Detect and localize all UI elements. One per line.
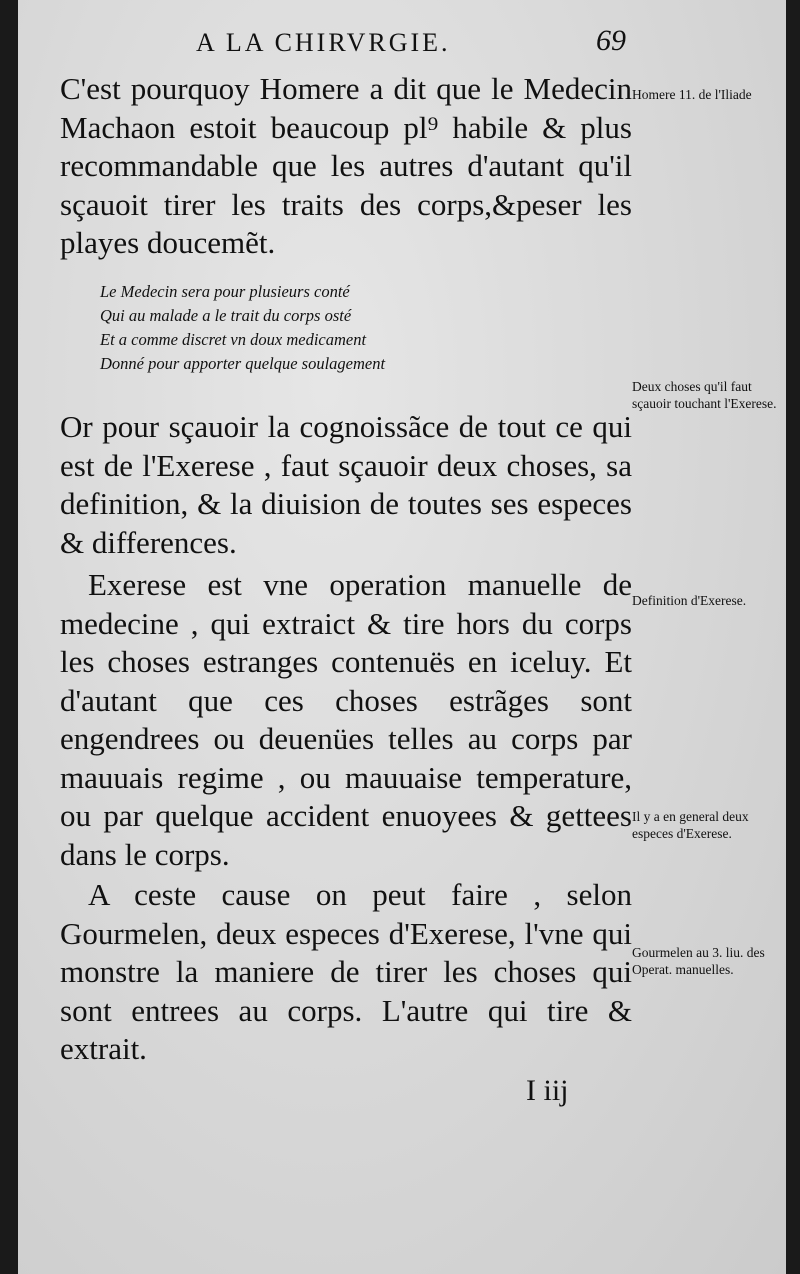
verse-line: Le Medecin sera pour plusieurs conté xyxy=(100,282,350,301)
margin-note-homer: Homere 11. de l'Iliade xyxy=(632,87,752,102)
running-title: A LA CHIRVRGIE. xyxy=(196,28,451,57)
verse-line: Qui au malade a le trait du corps osté xyxy=(100,306,352,325)
verse-quotation xyxy=(100,280,560,376)
paragraph-homer: C'est pourquoy Homere a dit que le Medecin Machaon estoit beaucoup pl⁹ habile & plus recommandable que les autres d'autant qu'il sçauoit tirer les traits des corps,&peser les playes doucemẽt. xyxy=(60,71,632,260)
margin-note-gourmelen: Gourmelen au 3. liu. des Operat. manuelles. xyxy=(632,945,765,977)
paragraph-knowledge: Or pour sçauoir la cognoissãce de tout ce qui est de l'Exerese , faut sçauoir deux choses, sa definition, & la diuision de toutes ses especes & differences. xyxy=(60,409,632,560)
verse-line: Donné pour apporter quelque soulagement xyxy=(100,354,386,373)
signature-mark: I iij xyxy=(526,1074,569,1107)
margin-note-definition: Definition d'Exerese. xyxy=(632,593,747,608)
page-header xyxy=(18,22,786,62)
paragraph-definition: Exerese est vne operation manuelle de medecine , qui extraict & tire hors du corps les choses estranges contenuës en iceluy. Et d'autant que ces choses estrãges sont engendrees ou deuenües telles au corps par mauuais regime , ou mauuaise temperature, ou par quelque accident enuoyees & gettees dans le corps. xyxy=(60,567,632,872)
paragraph-gourmelen: A ceste cause on peut faire , selon Gourmelen, deux especes d'Exerese, l'vne qui monstre la maniere de tirer les choses qui sont entrees au corps. L'autre qui tire & extrait. xyxy=(60,877,632,1066)
page-number: 69 xyxy=(596,24,626,57)
margin-note-two-species: Il y a en general deux especes d'Exerese. xyxy=(632,809,749,841)
book-page xyxy=(18,0,786,1274)
verse-line: Et a comme discret vn doux medicament xyxy=(100,330,367,349)
margin-note-two-things: Deux choses qu'il faut sçauoir touchant l'Exerese. xyxy=(632,379,777,411)
